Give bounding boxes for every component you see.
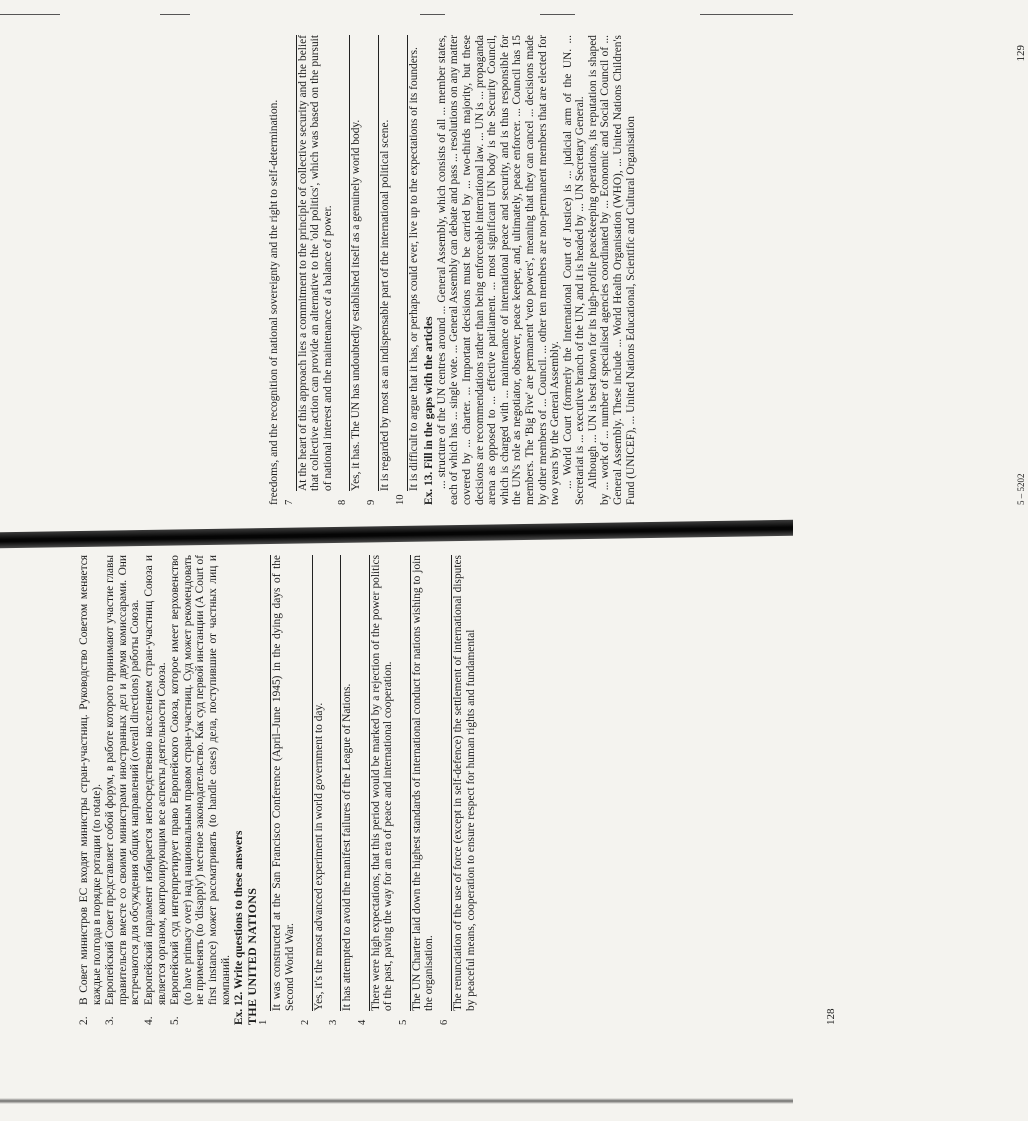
answer-item: 9 It is regarded by most as an indispensable part of the international political scene.: [366, 35, 392, 505]
page-number: 128: [825, 1008, 838, 1025]
answer-item: 8 Yes, it has. The UN has undoubtedly established itself as a genuinely world body.: [337, 35, 363, 505]
answer-item: 1 It was constructed at the San Francisco Conference (April–June 1945) in the dying days of the Second World War.: [258, 555, 296, 1025]
scan-mark: [160, 14, 190, 15]
answers-list: [284, 35, 421, 505]
page-129: [268, 35, 1028, 505]
gap-paragraph: ... structure of the UN centres around ... General Assembly, which consists of all ... member states, each of which has ... single vote. ... General Assembly can debate and pass ... resolutions on any matter covered by ... charter. ... Important decisions must be carried by ... two-thirds majority, but these decisions are recommendations rather than being enforceable international law. ... UN is ... propaganda arena as opposed to ... effective parliament. ... most significant UN body is the Security Council, which is charged with ... maintenance of international peace and security, and is thus responsible for the UN's role as negotiator, observer, peace keeper, and, ultimately, peace enforcer. ... Council has 15 members. The 'Big Five' are permanent 'veto powers', meaning that they can cancel ... decisions made by other members of ... Council. ... other ten members are non-permanent members that are elected for two years by the General Assembly.: [435, 35, 562, 505]
exercise-13-title: Ex. 13. Fill in the gaps with the articles: [423, 316, 436, 505]
list-item: 5. Европейский суд интерпретирует право Европейского Союза, которое имеет верховенство (to have primacy over) над национальным правом стран-участниц. Суд может рекомендовать не применять (to 'disapply') местное законодательство. Как суд первой инстанции (A Court of first instance) может рассматривать (to handle cases) дела, поступившие от частных лиц и компаний.: [169, 555, 232, 1025]
scan-mark: [540, 14, 575, 15]
answers-list: [258, 555, 477, 1025]
answer-item: 4 There were high expectations, that this period would be marked by a rejection of the power politics of the past, paving the way for an era of peace and international cooperation.: [356, 555, 395, 1025]
page-128: [78, 555, 838, 1025]
scan-mark: [700, 14, 793, 15]
section-title: THE UNITED NATIONS: [244, 887, 259, 1025]
answer-item: 2 Yes, it's the most advanced experiment in world government to day.: [300, 555, 326, 1025]
answer-item: 7 At the heart of this approach lies a commitment to the principle of collective security and the belief that collective action can provide an alternative to the 'old politics', which was based on the pursuit of national interest and the maintenance of a balance of power.: [283, 35, 334, 505]
book-spine-shadow: [0, 520, 793, 548]
answer-item: 6 The renunciation of the use of force (except in self-defence) the settlement of international disputes by peaceful means, cooperation to ensure respect for human rights and fundamental: [439, 555, 477, 1025]
answer-item: 5 The UN Charter laid down the highest standards of international conduct for nations wishing to join the organisation.: [397, 555, 436, 1025]
answer-item: 10 It is difficult to argue that it has, or perhaps could ever, live up to the expectations of its founders.: [395, 35, 421, 505]
list-item: 3. Европейский Совет представляет собой форум, в работе которого принимают участие главы правительств вместе со своими министрами иностранных дел и двумя комиссарами. Они встречаются для обсуждения общих направлений (overall directions) работы Союза.: [104, 555, 142, 1025]
gap-paragraph: Although ... UN is best known for its high-profile peacekeeping operations, its reputation is shaped by ... work of ... number of specialised agencies coordinated by ... Economic and Social Council of ... General Assembly. These include ... World Health Organisation (WHO), ... United Nations Children's Fund (UNICEF), ... United Nations Educational, Scientific and Cultural Organisation: [586, 35, 637, 505]
scan-mark: [0, 14, 60, 15]
list-item: 2. В Совет министров ЕС входят министры стран-участниц. Руководство Советом меняется каждые полгода в порядке ротации (to rotate).: [78, 555, 103, 1025]
continuation-text: freedoms, and the recognition of national sovereignty and the right to self-determination.: [268, 99, 280, 505]
exercise-12-title: Ex. 12. Write questions to these answers: [233, 830, 246, 1025]
list-item: 4. Европейский парламент избирается непосредственно населением стран-участниц Союза и является органом, контролирующим все аспекты деятельности Союза.: [142, 555, 168, 1025]
scan-mark: [420, 14, 445, 15]
gap-paragraph: ... World Court (formerly the International Court of Justice) is ... judicial arm of the UN. ... Secretariat is ... executive branch of the UN, and it is headed by ... UN Secretary General.: [561, 35, 587, 505]
page-number: 129: [1015, 45, 1028, 62]
printer-signature: 5 – 5202: [1016, 473, 1027, 505]
answer-item: 3 It has attempted to avoid the manifest failures of the League of Nations.: [328, 555, 354, 1025]
scan-edge-shadow: [0, 1098, 793, 1104]
russian-list: [78, 555, 232, 1025]
